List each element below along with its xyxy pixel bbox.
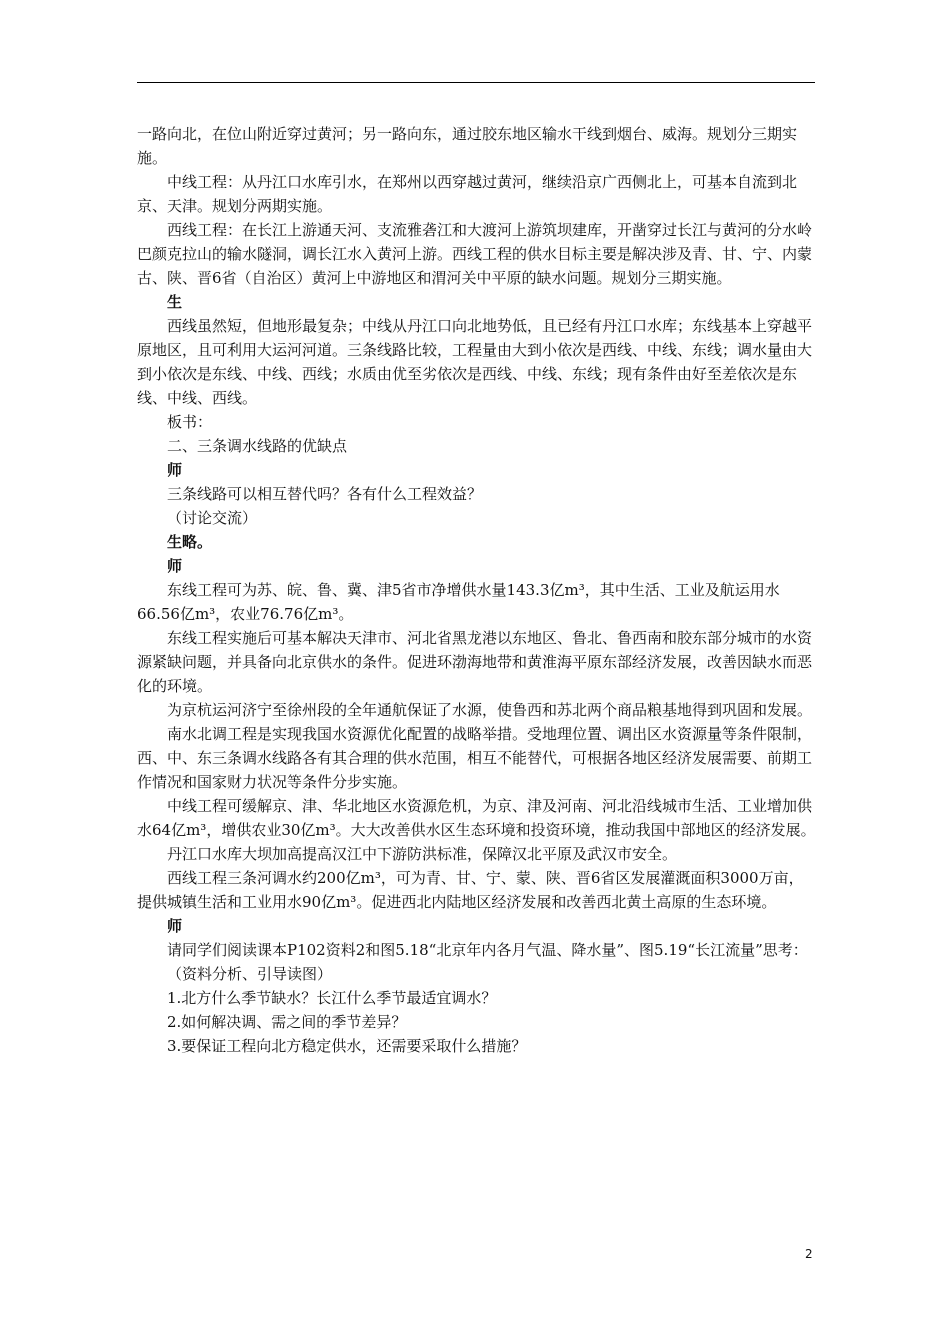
speaker-label: 生 — [167, 293, 183, 311]
paragraph: 丹江口水库大坝加高提高汉江中下游防洪标准，保障汉北平原及武汉市安全。 — [167, 845, 678, 863]
speaker-label: 师 — [167, 461, 183, 479]
paragraph: 中线工程：从丹江口水库引水，在郑州以西穿越过黄河，继续沿京广西侧北上，可基本自流到北京、天津。规划分两期实施。 — [137, 173, 798, 215]
question-item: 3.要保证工程向北方稳定供水，还需要采取什么措施？ — [167, 1037, 527, 1055]
question-item: 1.北方什么季节缺水？长江什么季节最适宜调水？ — [167, 989, 497, 1007]
speaker-label: 师 — [167, 557, 183, 575]
question-item: 2.如何解决调、需之间的季节差异？ — [167, 1013, 407, 1031]
paragraph: 请同学们阅读课本P102资料2和图5.18“北京年内各月气温、降水量”、图5.19“长江流量”思考： — [167, 941, 808, 959]
paragraph: 东线工程可为苏、皖、鲁、冀、津5省市净增供水量143.3亿m³，其中生活、工业及航运用水66.56亿m³，农业76.76亿m³。 — [137, 581, 780, 623]
paragraph: 板书： — [167, 413, 213, 431]
page-number: 2 — [805, 1247, 813, 1261]
paragraph: 西线工程三条河调水约200亿m³，可为青、甘、宁、蒙、陕、晋6省区发展灌溉面积3000万亩，提供城镇生活和工业用水90亿m³。促进西北内陆地区经济发展和改善西北黄土高原的生态环境。 — [137, 869, 804, 911]
paragraph: 中线工程可缓解京、津、华北地区水资源危机，为京、津及河南、河北沿线城市生活、工业增加供水64亿m³，增供农业30亿m³。大大改善供水区生态环境和投资环境，推动我国中部地区的经济发展。 — [137, 797, 816, 839]
section-heading: 二、三条调水线路的优缺点 — [167, 437, 348, 455]
paragraph: 西线工程：在长江上游通天河、支流雅砻江和大渡河上游筑坝建库，开凿穿过长江与黄河的分水岭巴颜克拉山的输水隧洞，调长江水入黄河上游。西线工程的供水目标主要是解决涉及青、甘、宁、内蒙古、陕、晋6省（自治区）黄河上中游地区和渭河关中平原的缺水问题。规划分三期实施。 — [137, 221, 813, 287]
paragraph: 三条线路可以相互替代吗？各有什么工程效益？ — [167, 485, 483, 503]
document-body — [137, 122, 817, 1058]
paragraph: 东线工程实施后可基本解决天津市、河北省黑龙港以东地区、鲁北、鲁西南和胶东部分城市的水资源紧缺问题，并具备向北京供水的条件。促进环渤海地带和黄淮海平原东部经济发展，改善因缺水而恶化的环境。 — [137, 629, 813, 695]
paragraph: 为京杭运河济宁至徐州段的全年通航保证了水源，使鲁西和苏北两个商品粮基地得到巩固和发展。 — [167, 701, 813, 719]
speaker-label: 生略。 — [167, 533, 213, 551]
paragraph: （资料分析、引导读图） — [167, 965, 333, 983]
paragraph: （讨论交流） — [167, 509, 258, 527]
header-rule — [137, 82, 815, 83]
paragraph: 一路向北，在位山附近穿过黄河；另一路向东，通过胶东地区输水干线到烟台、威海。规划分三期实施。 — [137, 125, 798, 167]
speaker-label: 师 — [167, 917, 183, 935]
paragraph: 南水北调工程是实现我国水资源优化配置的战略举措。受地理位置、调出区水资源量等条件限制，西、中、东三条调水线路各有其合理的供水范围，相互不能替代，可根据各地区经济发展需要、前期工作情况和国家财力状况等条件分步实施。 — [137, 725, 813, 791]
paragraph: 西线虽然短，但地形最复杂；中线从丹江口向北地势低，且已经有丹江口水库；东线基本上穿越平原地区，且可利用大运河河道。三条线路比较，工程量由大到小依次是西线、中线、东线；调水量由大到小依次是东线、中线、西线；水质由优至劣依次是西线、中线、东线；现有条件由好至差依次是东线、中线、西线。 — [137, 317, 813, 407]
